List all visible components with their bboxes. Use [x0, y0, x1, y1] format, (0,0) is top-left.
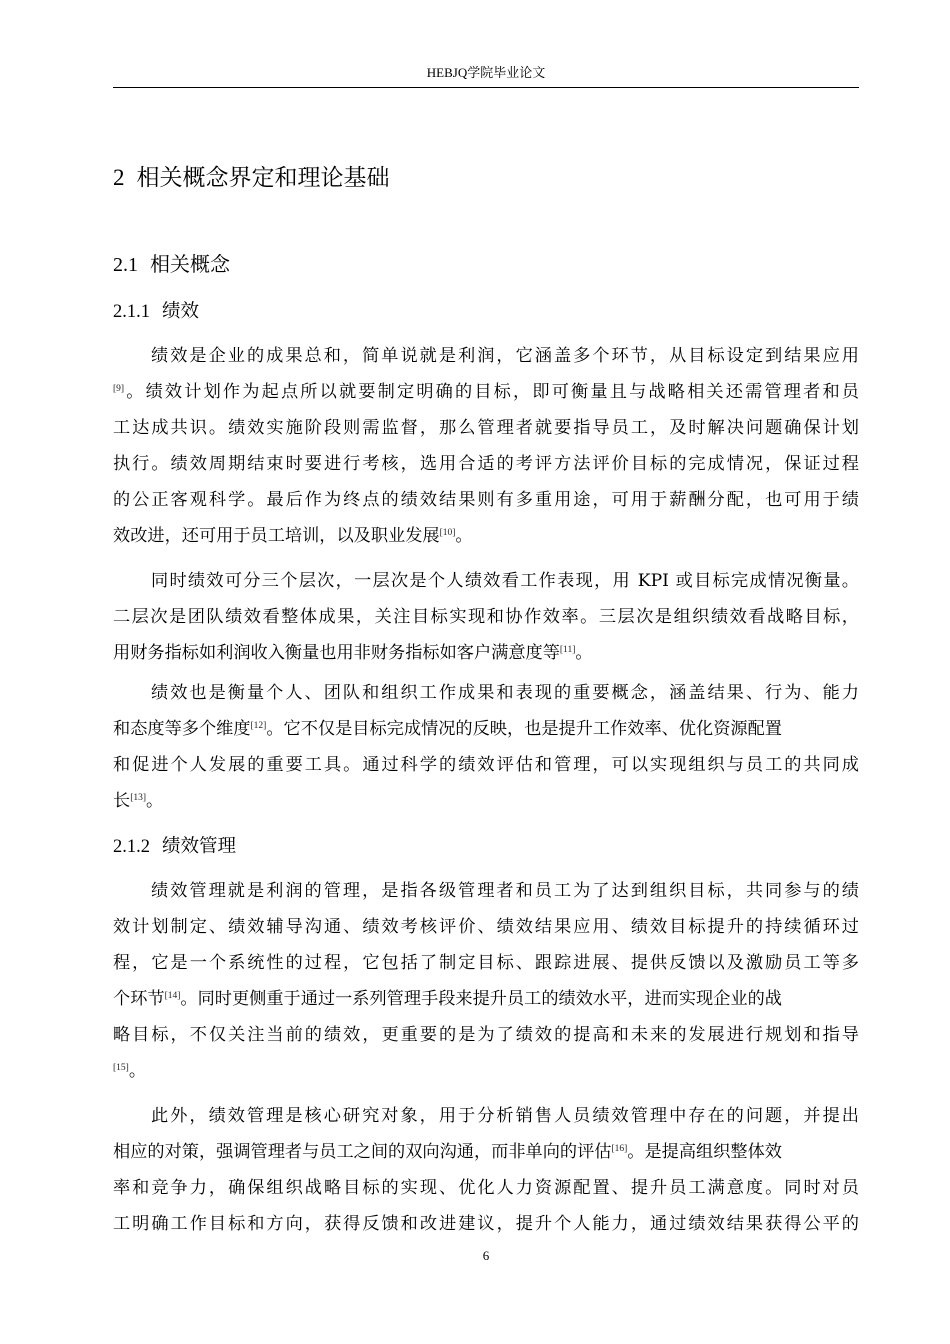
text-run: 效改进，还可用于员工培训，以及职业发展	[113, 526, 440, 546]
text-line: 和促进个人发展的重要工具。通过科学的绩效评估和管理，可以实现组织与员工的共同成	[113, 755, 859, 775]
text-line: 程，它是一个系统性的过程，它包括了制定目标、跟踪进展、提供反馈以及激励员工等多	[113, 953, 859, 973]
section-title: 相关概念	[150, 252, 230, 276]
subsection-heading	[113, 298, 199, 326]
text-run: 。	[128, 1061, 147, 1081]
text-run: 。它不仅是目标完成情况的反映，也是提升工作效率、优化资源配置	[266, 719, 782, 739]
subsection-title: 绩效	[162, 301, 200, 322]
text-line: 此外，绩效管理是核心研究对象，用于分析销售人员绩效管理中存在的问题，并提出	[151, 1106, 859, 1126]
subsection-number: 2.1.2	[113, 837, 150, 857]
text-run: 。	[455, 526, 473, 546]
page-header: HEBJQ学院毕业论文	[426, 65, 546, 80]
section-heading	[113, 249, 230, 280]
text-line: 的公正客观科学。最后作为终点的绩效结果则有多重用途，可用于薪酬分配，也可用于绩	[113, 490, 859, 510]
text-line: 二层次是团队绩效看整体成果，关注目标实现和协作效率。三层次是组织绩效看战略目标，	[113, 607, 859, 627]
citation: [10]	[439, 528, 456, 538]
text-line	[113, 639, 859, 667]
chapter-heading	[113, 160, 390, 196]
citation: [9]	[113, 384, 125, 394]
citation: [15]	[113, 1063, 129, 1073]
text-line: 效计划制定、绩效辅导沟通、绩效考核评价、绩效结果应用、绩效目标提升的持续循环过	[113, 917, 859, 937]
text-run: 。是提高组织整体效	[627, 1142, 782, 1162]
text-line	[113, 787, 859, 815]
text-run: 和态度等多个维度	[113, 719, 251, 739]
text-line: 绩效也是衡量个人、团队和组织工作成果和表现的重要概念，涵盖结果、行为、能力	[151, 683, 859, 703]
text-run: 用财务指标如利润收入衡量也用非财务指标如客户满意度等	[113, 643, 560, 663]
text-line: 同时绩效可分三个层次，一层次是个人绩效看工作表现，用 KPI 或目标完成情况衡量。	[151, 571, 859, 591]
chapter-title: 相关概念界定和理论基础	[136, 165, 390, 191]
page-number: 6	[482, 1248, 490, 1263]
citation: [11]	[559, 645, 576, 655]
citation: [14]	[164, 991, 181, 1001]
citation: [13]	[130, 793, 147, 803]
text-line: 率和竞争力，确保组织战略目标的实现、优化人力资源配置、提升员工满意度。同时对员	[113, 1178, 859, 1198]
citation: [16]	[611, 1144, 628, 1154]
subsection-heading	[113, 833, 236, 861]
citation: [12]	[250, 721, 267, 731]
text-line: 执行。绩效周期结束时要进行考核，选用合适的考评方法评价目标的完成情况，保证过程	[113, 454, 859, 474]
text-line: 绩效是企业的成果总和，简单说就是利润，它涵盖多个环节，从目标设定到结果应用	[151, 346, 859, 366]
section-number: 2.1	[113, 254, 138, 276]
header-rule	[113, 87, 859, 88]
text-run: 。绩效计划作为起点所以就要制定明确的目标，即可衡量且与战略相关还需管理者和员	[124, 382, 859, 402]
text-line	[113, 715, 859, 743]
subsection-title: 绩效管理	[162, 836, 237, 857]
text-line	[113, 1057, 859, 1085]
text-run: 。同时更侧重于通过一系列管理手段来提升员工的绩效水平，进而实现企业的战	[180, 989, 782, 1009]
subsection-number: 2.1.1	[113, 302, 150, 322]
text-line: 工明确工作目标和方向，获得反馈和改进建议，提升个人能力，通过绩效结果获得公平的	[113, 1214, 859, 1234]
text-line: 略目标，不仅关注当前的绩效，更重要的是为了绩效的提高和未来的发展进行规划和指导	[113, 1025, 859, 1045]
text-run: 。	[146, 791, 164, 811]
text-run: 。	[575, 643, 593, 663]
text-line: 工达成共识。绩效实施阶段则需监督，那么管理者就要指导员工，及时解决问题确保计划	[113, 418, 859, 438]
text-line: 绩效管理就是利润的管理，是指各级管理者和员工为了达到组织目标，共同参与的绩	[151, 881, 859, 901]
text-line	[113, 985, 859, 1013]
text-line	[113, 522, 859, 550]
text-run: 长	[113, 791, 131, 811]
text-line	[113, 378, 859, 406]
text-run: 个环节	[113, 989, 165, 1009]
chapter-number: 2	[113, 165, 125, 190]
text-run: 相应的对策，强调管理者与员工之间的双向沟通，而非单向的评估	[113, 1142, 612, 1162]
text-line	[113, 1138, 859, 1166]
